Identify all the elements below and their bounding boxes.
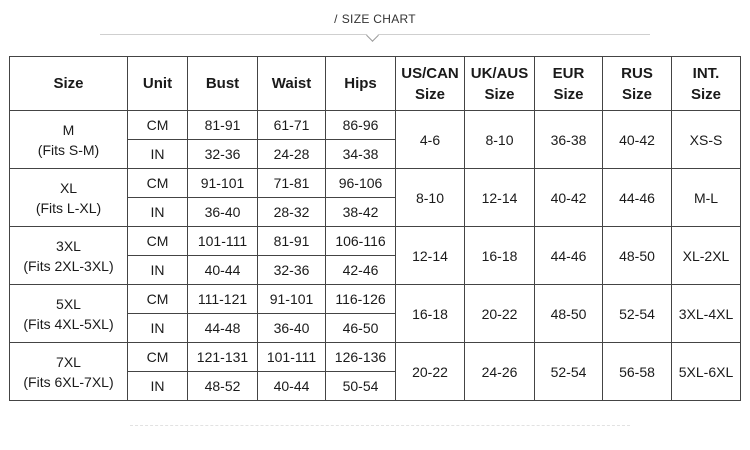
size-name: XL bbox=[59, 179, 78, 196]
size-fits: (Fits 2XL-3XL) bbox=[23, 257, 114, 274]
table-header-row bbox=[10, 57, 741, 111]
header-slash: / bbox=[334, 12, 338, 26]
size-chart-table bbox=[9, 56, 741, 401]
rus-cell: 56-58 bbox=[603, 343, 672, 401]
size-cell bbox=[10, 169, 128, 227]
bust-cell: 111-121 bbox=[188, 285, 258, 314]
col-header-hips: Hips bbox=[326, 57, 396, 111]
header-line: UK/AUS bbox=[470, 64, 529, 82]
rus-cell: 48-50 bbox=[603, 227, 672, 285]
unit-cell: IN bbox=[128, 140, 188, 169]
unit-cell: IN bbox=[128, 314, 188, 343]
bust-cell: 44-48 bbox=[188, 314, 258, 343]
rus-cell: 44-46 bbox=[603, 169, 672, 227]
int-cell: M-L bbox=[672, 169, 741, 227]
us-can-cell: 12-14 bbox=[396, 227, 465, 285]
size-name: M bbox=[62, 121, 75, 138]
col-header-bust: Bust bbox=[188, 57, 258, 111]
col-header-size: Size bbox=[10, 57, 128, 111]
unit-cell: CM bbox=[128, 169, 188, 198]
size-fits: (Fits 6XL-7XL) bbox=[23, 373, 114, 390]
int-cell: 5XL-6XL bbox=[672, 343, 741, 401]
int-cell: 3XL-4XL bbox=[672, 285, 741, 343]
table-row bbox=[10, 343, 741, 372]
size-name: 3XL bbox=[56, 237, 81, 254]
bust-cell: 40-44 bbox=[188, 256, 258, 285]
unit-cell: CM bbox=[128, 227, 188, 256]
eur-cell: 52-54 bbox=[535, 343, 603, 401]
header-line: Size bbox=[621, 85, 652, 103]
unit-cell: CM bbox=[128, 285, 188, 314]
size-fits: (Fits S-M) bbox=[37, 141, 100, 158]
table-row bbox=[10, 227, 741, 256]
bust-cell: 32-36 bbox=[188, 140, 258, 169]
hips-cell: 50-54 bbox=[326, 372, 396, 401]
col-header-waist: Waist bbox=[258, 57, 326, 111]
header-line: Size bbox=[690, 85, 721, 103]
us-can-cell: 16-18 bbox=[396, 285, 465, 343]
unit-cell: IN bbox=[128, 198, 188, 227]
size-chart-header bbox=[0, 12, 750, 26]
us-can-cell: 4-6 bbox=[396, 111, 465, 169]
waist-cell: 61-71 bbox=[258, 111, 326, 140]
bust-cell: 48-52 bbox=[188, 372, 258, 401]
waist-cell: 101-111 bbox=[258, 343, 326, 372]
hips-cell: 34-38 bbox=[326, 140, 396, 169]
header-line: Size bbox=[414, 85, 445, 103]
int-cell: XL-2XL bbox=[672, 227, 741, 285]
col-header-unit: Unit bbox=[128, 57, 188, 111]
waist-cell: 28-32 bbox=[258, 198, 326, 227]
hips-cell: 116-126 bbox=[326, 285, 396, 314]
uk-aus-cell: 20-22 bbox=[465, 285, 535, 343]
size-cell bbox=[10, 111, 128, 169]
rus-cell: 52-54 bbox=[603, 285, 672, 343]
hips-cell: 42-46 bbox=[326, 256, 396, 285]
hips-cell: 126-136 bbox=[326, 343, 396, 372]
bust-cell: 121-131 bbox=[188, 343, 258, 372]
hips-cell: 106-116 bbox=[326, 227, 396, 256]
uk-aus-cell: 16-18 bbox=[465, 227, 535, 285]
header-line: US/CAN bbox=[401, 64, 459, 82]
size-name: 5XL bbox=[56, 295, 81, 312]
hips-cell: 96-106 bbox=[326, 169, 396, 198]
size-cell bbox=[10, 343, 128, 401]
uk-aus-cell: 12-14 bbox=[465, 169, 535, 227]
bust-cell: 101-111 bbox=[188, 227, 258, 256]
header-line: INT. bbox=[692, 64, 720, 82]
hips-cell: 38-42 bbox=[326, 198, 396, 227]
waist-cell: 32-36 bbox=[258, 256, 326, 285]
unit-cell: IN bbox=[128, 256, 188, 285]
col-header-us-can bbox=[396, 57, 465, 111]
us-can-cell: 8-10 bbox=[396, 169, 465, 227]
header-line: Size bbox=[553, 85, 584, 103]
unit-cell: CM bbox=[128, 111, 188, 140]
faint-watermark-line bbox=[130, 425, 630, 426]
size-fits: (Fits 4XL-5XL) bbox=[23, 315, 114, 332]
header-line: EUR bbox=[552, 64, 585, 82]
header-notch-marker bbox=[366, 29, 379, 42]
waist-cell: 24-28 bbox=[258, 140, 326, 169]
bust-cell: 36-40 bbox=[188, 198, 258, 227]
us-can-cell: 20-22 bbox=[396, 343, 465, 401]
eur-cell: 48-50 bbox=[535, 285, 603, 343]
eur-cell: 40-42 bbox=[535, 169, 603, 227]
size-fits: (Fits L-XL) bbox=[35, 199, 102, 216]
bust-cell: 81-91 bbox=[188, 111, 258, 140]
waist-cell: 71-81 bbox=[258, 169, 326, 198]
bust-cell: 91-101 bbox=[188, 169, 258, 198]
size-name: 7XL bbox=[56, 353, 81, 370]
eur-cell: 44-46 bbox=[535, 227, 603, 285]
header-line: Size bbox=[484, 85, 515, 103]
hips-cell: 46-50 bbox=[326, 314, 396, 343]
unit-cell: IN bbox=[128, 372, 188, 401]
waist-cell: 40-44 bbox=[258, 372, 326, 401]
col-header-rus bbox=[603, 57, 672, 111]
col-header-eur bbox=[535, 57, 603, 111]
col-header-uk-aus bbox=[465, 57, 535, 111]
table-row bbox=[10, 285, 741, 314]
size-cell bbox=[10, 285, 128, 343]
eur-cell: 36-38 bbox=[535, 111, 603, 169]
waist-cell: 36-40 bbox=[258, 314, 326, 343]
hips-cell: 86-96 bbox=[326, 111, 396, 140]
unit-cell: CM bbox=[128, 343, 188, 372]
size-chart-title: SIZE CHART bbox=[341, 12, 416, 26]
col-header-int bbox=[672, 57, 741, 111]
uk-aus-cell: 24-26 bbox=[465, 343, 535, 401]
waist-cell: 81-91 bbox=[258, 227, 326, 256]
waist-cell: 91-101 bbox=[258, 285, 326, 314]
rus-cell: 40-42 bbox=[603, 111, 672, 169]
header-line: RUS bbox=[621, 64, 653, 82]
int-cell: XS-S bbox=[672, 111, 741, 169]
table-row bbox=[10, 169, 741, 198]
size-cell bbox=[10, 227, 128, 285]
uk-aus-cell: 8-10 bbox=[465, 111, 535, 169]
table-row bbox=[10, 111, 741, 140]
